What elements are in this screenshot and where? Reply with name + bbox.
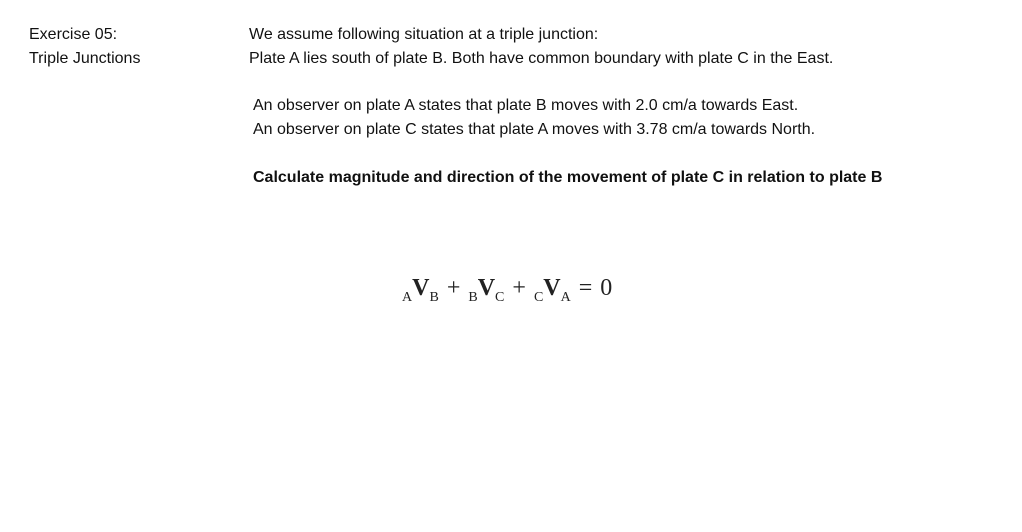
equation-term-2 — [468, 270, 504, 310]
exercise-topic: Triple Junctions — [29, 50, 141, 67]
observations — [253, 94, 815, 142]
term-1-from: A — [402, 290, 413, 305]
plus-sign-2: + — [512, 275, 526, 301]
term-1-symbol: V — [412, 275, 430, 301]
term-3-symbol: V — [543, 275, 561, 301]
task-statement: Calculate magnitude and direction of the movement of plate C in relation to plate B — [253, 169, 883, 186]
term-3-to: A — [560, 290, 571, 305]
intro-text — [249, 23, 833, 71]
term-1-to: B — [429, 290, 439, 305]
plus-sign-1: + — [446, 275, 461, 301]
term-3-from: C — [533, 290, 544, 305]
exercise-number: Exercise 05: — [29, 26, 118, 43]
equation-term-1 — [402, 270, 439, 310]
equation-rhs: 0 — [600, 275, 613, 301]
equation-term-3 — [534, 270, 571, 310]
intro-line-1: We assume following situation at a triple junction: — [249, 26, 599, 43]
term-2-from: B — [468, 290, 478, 305]
observation-line-2: An observer on plate C states that plate A moves with 3.78 cm/a towards North. — [253, 121, 816, 138]
exercise-label — [29, 23, 140, 71]
term-2-to: C — [495, 290, 505, 305]
intro-line-2: Plate A lies south of plate B. Both have common boundary with plate C in the East. — [249, 50, 834, 67]
observation-line-1: An observer on plate A states that plate B moves with 2.0 cm/a towards East. — [253, 97, 799, 114]
velocity-equation — [402, 270, 612, 310]
equals-sign: = — [578, 275, 593, 301]
term-2-symbol: V — [477, 275, 496, 301]
